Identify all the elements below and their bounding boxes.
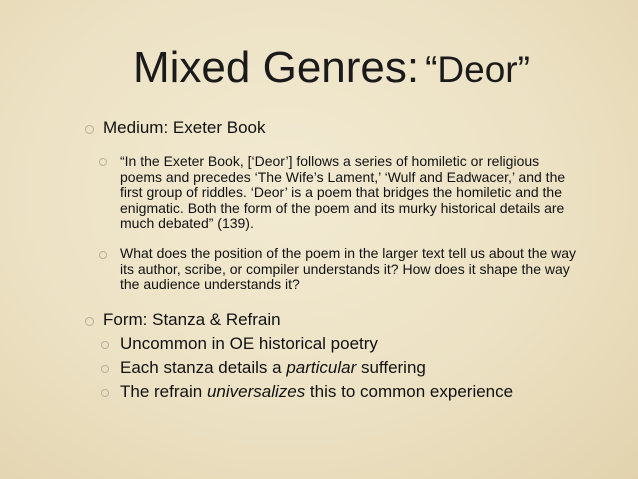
sub-bullet-uncommon: Uncommon in OE historical poetry <box>120 334 378 353</box>
sub-bullet-question: What does the position of the poem in the larger text tell us about the way its author, scribe, or compiler understands it? How does it shape the way the audience understands it? <box>120 245 577 292</box>
bullet-form: Form: Stanza & Refrain <box>103 310 281 329</box>
bullet-circle-icon <box>101 341 109 349</box>
stanza-text-after: suffering <box>356 358 426 377</box>
bullet-circle-icon <box>99 251 107 259</box>
refrain-text-emphasis: universalizes <box>206 382 306 401</box>
stanza-text-before: Each stanza details a <box>120 358 287 377</box>
title-quoted: “Deor” <box>425 49 530 90</box>
refrain-text-before: The refrain <box>120 382 207 401</box>
bullet-circle-icon <box>85 317 94 326</box>
bullet-circle-icon <box>85 125 94 134</box>
refrain-text-after: this to common experience <box>305 382 514 401</box>
slide-title <box>133 42 530 96</box>
sub-bullet-stanza <box>120 358 426 378</box>
bullet-circle-icon <box>101 389 109 397</box>
stanza-text-emphasis: particular <box>286 358 357 377</box>
sub-bullet-refrain <box>120 382 513 402</box>
bullet-medium: Medium: Exeter Book <box>103 118 266 137</box>
sub-bullet-quote: “In the Exeter Book, [‘Deor’] follows a series of homiletic or religious poems and precedes ‘The Wife’s Lament,’ ‘Wulf and Eadwacer,’ and the first group of riddles. ‘Deor’ is a poem that bridges the homiletic and the enigmatic. Both the form of the poem and its murky historical details are much debated” (139). <box>120 153 566 231</box>
bullet-circle-icon <box>101 365 109 373</box>
bullet-circle-icon <box>99 158 107 166</box>
title-text: Mixed Genres: <box>133 43 420 92</box>
